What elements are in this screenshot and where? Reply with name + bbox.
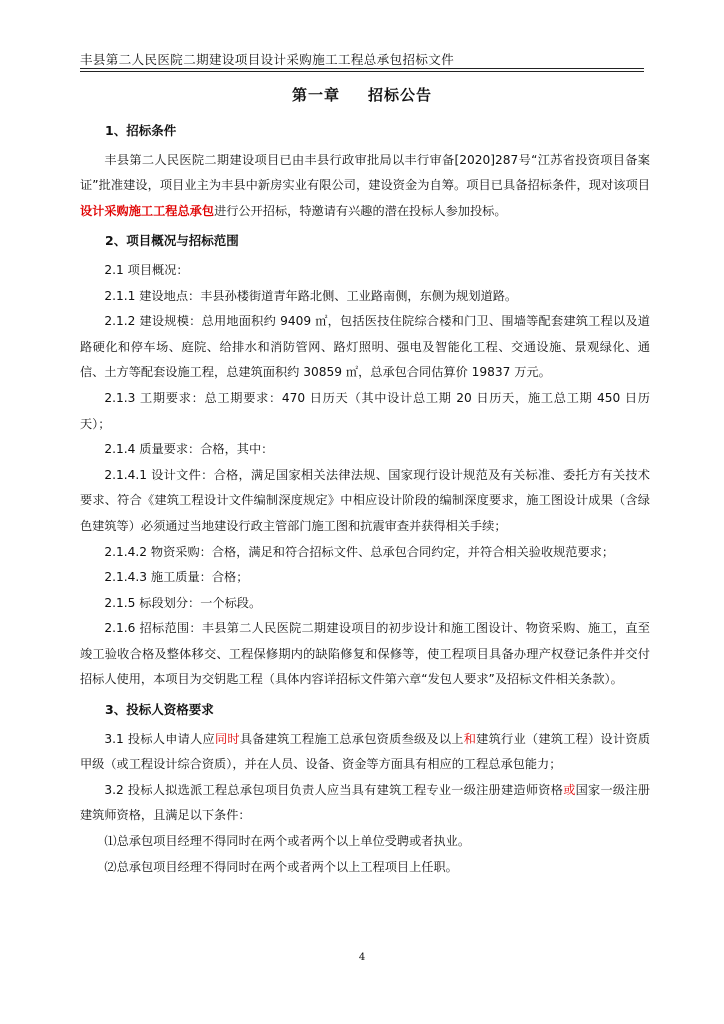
chapter-label: 第一章 [291,86,340,104]
page-title [0,84,724,105]
section-heading: 1、招标条件 [105,123,177,138]
text-run: 国家一级注册建筑师资格，且满足以下条件： [80,782,650,823]
paragraph: 2.1.4.2 物资采购：合格，满足和符合招标文件、总承包合同约定，并符合相关验收规范要求； [104,544,615,559]
paragraph: 2.1.3 工期要求：总工期要求：470 日历天（其中设计总工期 20 日历天，施工总工期 450 日历天）； [80,390,650,431]
document-body [80,114,650,880]
text-run: 丰县第二人民医院二期建设项目已由丰县行政审批局以丰行审备[2020]287号“江苏省投资项目备案证”批准建设，项目业主为丰县中新房实业有限公司，建设资金为自筹。项目已具备招标条件，现对该项目 [80,152,650,193]
highlighted-text: 同时 [214,731,240,746]
text-run: 3.1 投标人申请人应 [104,731,215,746]
paragraph: 2.1.5 标段划分：一个标段。 [104,595,262,610]
paragraph [80,778,650,829]
list-item: ⑵总承包项目经理不得同时在两个或者两个以上工程项目上任职。 [104,859,458,874]
page-number: 4 [358,952,366,963]
paragraph: 2.1.4 质量要求：合格，其中： [104,442,274,457]
paragraph: 2.1.2 建设规模：总用地面积约 9409 ㎡，包括医技住院综合楼和门卫、围墙等配套建筑工程以及道路硬化和停车场、庭院、给排水和消防管网、路灯照明、强电及智能化工程、交通设施、景观绿化、通信、土方等配套设施工程，总建筑面积约 30859 ㎡，总承包合同估算价 19837 万元。 [80,314,650,380]
highlighted-text: 设计采购施工工程总承包 [80,203,215,218]
chapter-name: 招标公告 [368,86,433,104]
text-run: 建筑行业（建筑工程）设计资质甲级（或工程设计综合资质），并在人员、设备、资金等方面具有相应的工程总承包能力； [80,731,651,772]
paragraph [80,727,650,778]
paragraph: 2.1 项目概况： [104,262,189,277]
paragraph: 2.1.1 建设地点：丰县孙楼街道青年路北侧、工业路南侧，东侧为规划道路。 [104,288,518,303]
text-run: 进行公开招标，特邀请有兴趣的潜在投标人参加投标。 [214,203,507,218]
text-run: 3.2 投标人拟选派工程总承包项目负责人应当具有建筑工程专业一级注册建造师资格 [104,782,564,797]
section-heading: 3、投标人资格要求 [105,702,214,718]
highlighted-text: 或 [563,782,576,797]
section-heading: 2、项目概况与招标范围 [105,233,239,249]
paragraph: 2.1.6 招标范围：丰县第二人民医院二期建设项目的初步设计和施工图设计、物资采购、施工，直至竣工验收合格及整体移交、工程保修期内的缺陷修复和保修等，使工程项目具备办理产权登记条件并交付招标人使用，本项目为交钥匙工程（具体内容详招标文件第六章“发包人要求”及招标文件相关条款）。 [80,621,650,687]
list-item: ⑴总承包项目经理不得同时在两个或者两个以上单位受聘或者执业。 [104,834,471,849]
paragraph: 2.1.4.3 施工质量：合格； [104,570,249,585]
paragraph [80,148,650,225]
highlighted-text: 和 [463,731,477,746]
paragraph: 2.1.4.1 设计文件：合格，满足国家相关法律法规、国家现行设计规范及有关标准、委托方有关技术要求、符合《建筑工程设计文件编制深度规定》中相应设计阶段的编制深度要求，施工图设计成果（含绿色建筑等）必须通过当地建设行政主管部门施工图和抗震审查并获得相关手续； [80,467,650,533]
document-header: 丰县第二人民医院二期建设项目设计采购施工工程总承包招标文件 [80,50,644,69]
text-run: 具备建筑工程施工总承包资质叁级及以上 [239,731,464,746]
